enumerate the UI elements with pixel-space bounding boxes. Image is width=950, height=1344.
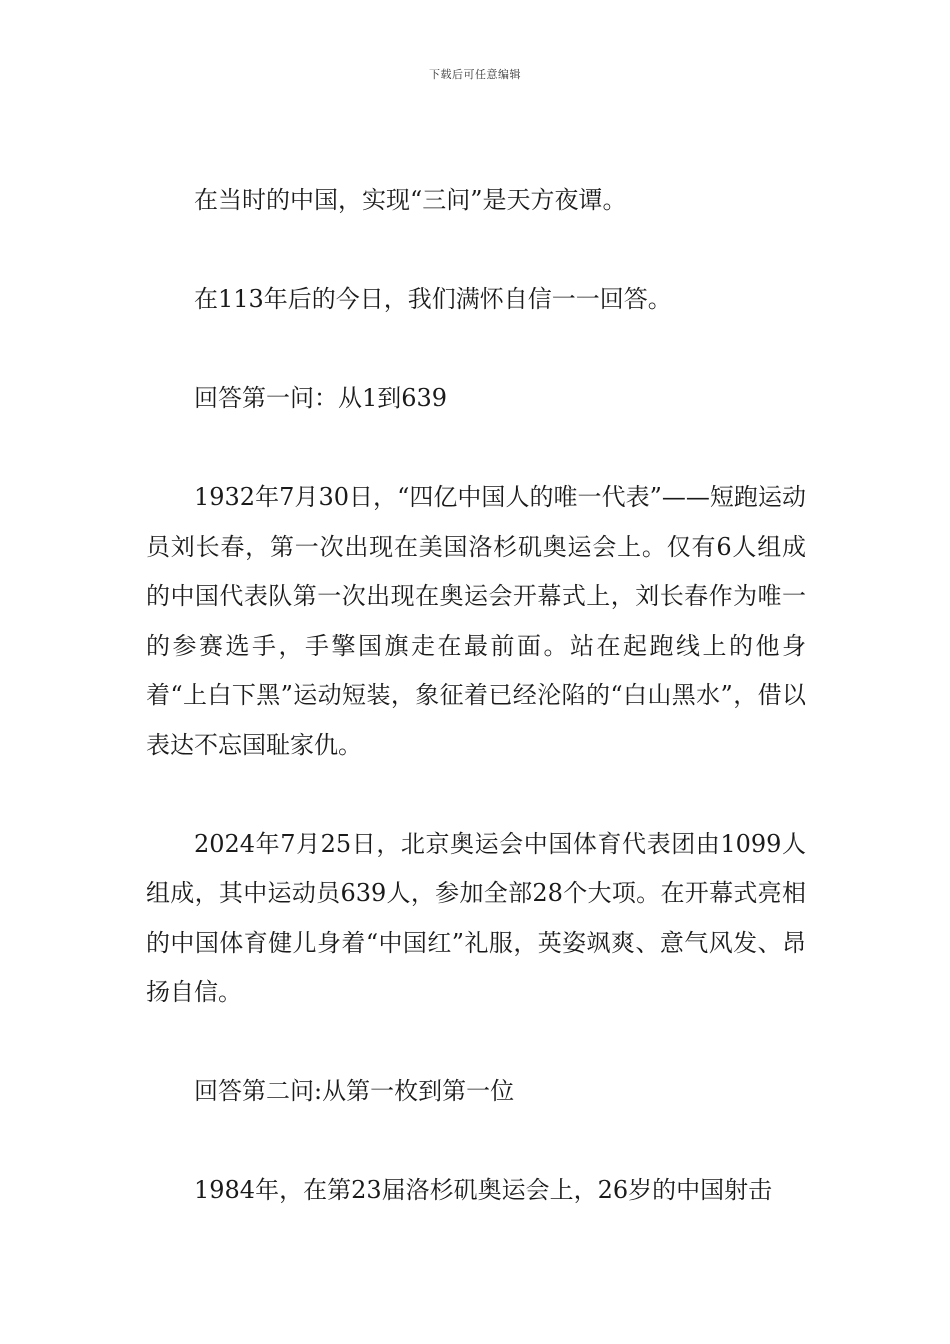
- section-heading-second-question: 回答第二问:从第一枚到第一位: [194, 1077, 515, 1105]
- document-body: [146, 176, 806, 1216]
- paragraph-1932: 1932年7月30日，“四亿中国人的唯一代表”——短跑运动员刘长春，第一次出现在美国洛杉矶奥运会上。仅有6人组成的中国代表队第一次出现在奥运会开幕式上，刘长春作为唯一的参赛选手，手擎国旗走在最前面。站在起跑线上的他身着“上白下黑”运动短装，象征着已经沦陷的“白山黑水”，借以表达不忘国耻家仇。: [146, 483, 806, 759]
- page-header: 下载后可任意编辑: [429, 68, 521, 81]
- paragraph-2024: 2024年7月25日，北京奥运会中国体育代表团由1099人组成，其中运动员639人，参加全部28个大项。在开幕式亮相的中国体育健儿身着“中国红”礼服，英姿飒爽、意气风发、昂扬自信。: [146, 829, 806, 1006]
- paragraph-answer-intro: 在113年后的今日，我们满怀自信一一回答。: [194, 285, 672, 313]
- paragraph-intro: 在当时的中国，实现“三问”是天方夜谭。: [194, 186, 627, 214]
- section-heading-first-question: 回答第一问：从1到639: [194, 384, 448, 412]
- paragraph-1984: 1984年，在第23届洛杉矶奥运会上，26岁的中国射击: [194, 1176, 773, 1204]
